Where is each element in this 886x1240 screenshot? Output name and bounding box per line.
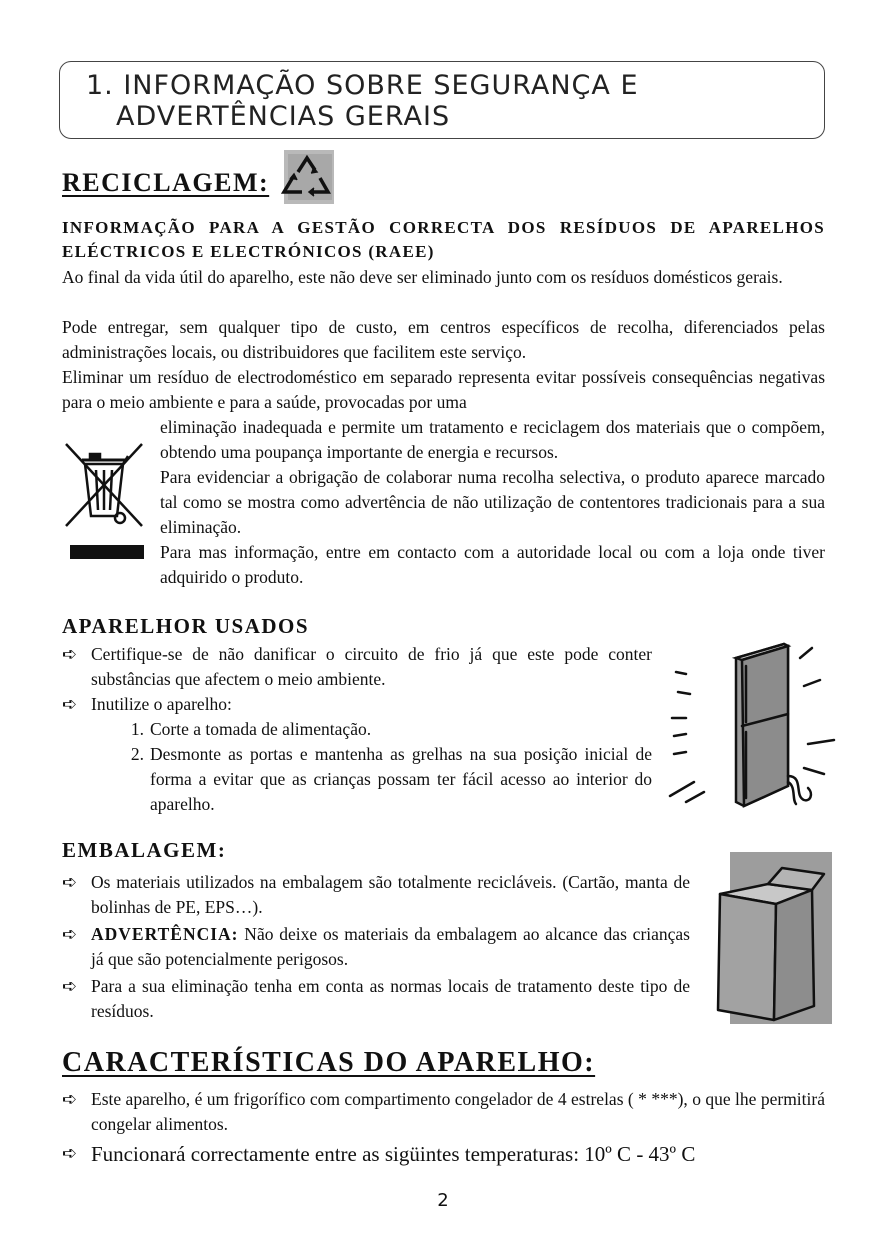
recycling-heading: RECICLAGEM: [62,168,270,197]
packaging-bullet-3-text: Para a sua eliminação tenha em conta as normas locais de tratamento deste tipo de resíduos. [91,976,690,1021]
recycling-icon [278,150,336,204]
section-title-line2: ADVERTÊNCIAS GERAIS [116,101,451,132]
packaging-bullet-2-text: Não deixe os materiais da embalagem ao alcance das crianças já que são potencialmente perigosos. [91,924,690,969]
bullet-arrow-icon: ➪ [62,1143,78,1164]
recycling-paragraph-2: Pode entregar, sem qualquer tipo de custo, em centros específicos de recolha, diferenciados pelas administrações locais, ou distribuidores que facilitem este serviço. [62,317,825,362]
used-step-1 [120,717,652,742]
weee-subheading: INFORMAÇÃO PARA A GESTÃO CORRECTA DOS RESÍDUOS DE APARELHOS ELÉCTRICOS E ELECTRÓNICOS (RAEE) [62,218,825,261]
packaging-box-illustration [712,850,834,1026]
packaging-heading: EMBALAGEM: [62,838,227,862]
page-number: 2 [437,1190,449,1211]
used-appliances-heading: APARELHOR USADOS [62,614,310,638]
used-step-2-text: Desmonte as portas e mantenha as grelhas na sua posição inicial de forma a evitar que as crianças possam ter fácil acesso ao interior do aparelho. [150,744,652,814]
bullet-arrow-icon: ➪ [62,924,78,945]
bullet-arrow-icon: ➪ [62,976,78,997]
bullet-arrow-icon: ➪ [62,644,78,665]
features-bullet-1-text: Este aparelho, é um frigorífico com compartimento congelador de 4 estrelas ( * ***), o que lhe permitirá congelar alimentos. [91,1089,825,1134]
bullet-arrow-icon: ➪ [62,872,78,893]
used-bullet-2 [62,692,652,717]
features-bullet-1 [62,1087,825,1137]
step-number: 2. [130,744,144,764]
recycling-paragraph-3b: eliminação inadequada e permite um tratamento e reciclagem dos materiais que o compõem, obtendo uma poupança importante de energia e recursos. [160,417,825,462]
packaging-bullet-3 [62,974,690,1024]
features-bullet-2 [62,1140,825,1168]
used-bullet-2-text: Inutilize o aparelho: [91,694,232,714]
features-bullet-2-text: Funcionará correctamente entre as sigüintes temperaturas: 10º C - 43º C [91,1142,696,1166]
warning-label: ADVERTÊNCIA: [91,924,239,944]
crossed-out-bin-icon [62,440,146,568]
used-step-2 [120,742,652,817]
fridge-illustration [664,636,844,816]
recycling-paragraph-4: Para evidenciar a obrigação de colaborar numa recolha selectiva, o produto aparece marcado tal como se mostra como advertência de não utilização de contentores tradicionais para a sua eliminação. [160,467,825,537]
bullet-arrow-icon: ➪ [62,694,78,715]
section-title-line1: 1. INFORMAÇÃO SOBRE SEGURANÇA E [86,70,639,101]
recycling-paragraph-1: Ao final da vida útil do aparelho, este não deve ser eliminado junto com os resíduos domésticos gerais. [62,267,783,287]
bullet-arrow-icon: ➪ [62,1089,78,1110]
packaging-bullet-2 [62,922,690,972]
used-bullet-1 [62,642,652,692]
used-bullet-1-text: Certifique-se de não danificar o circuito de frio já que este pode conter substâncias que afectem o meio ambiente. [91,644,652,689]
step-number: 1. [130,719,144,739]
used-step-1-text: Corte a tomada de alimentação. [150,719,372,739]
features-heading: CARACTERÍSTICAS DO APARELHO: [62,1047,596,1078]
recycling-paragraph-3a: Eliminar um resíduo de electrodoméstico em separado representa evitar possíveis consequências negativas para o meio ambiente e para a saúde, provocadas por uma [62,367,825,412]
recycling-paragraph-5: Para mas informação, entre em contacto com a autoridade local ou com a loja onde tiver adquirido o produto. [160,542,825,587]
packaging-bullet-1 [62,870,690,920]
packaging-bullet-1-text: Os materiais utilizados na embalagem são totalmente recicláveis. (Cartão, manta de bolinhas de PE, EPS…). [91,872,690,917]
